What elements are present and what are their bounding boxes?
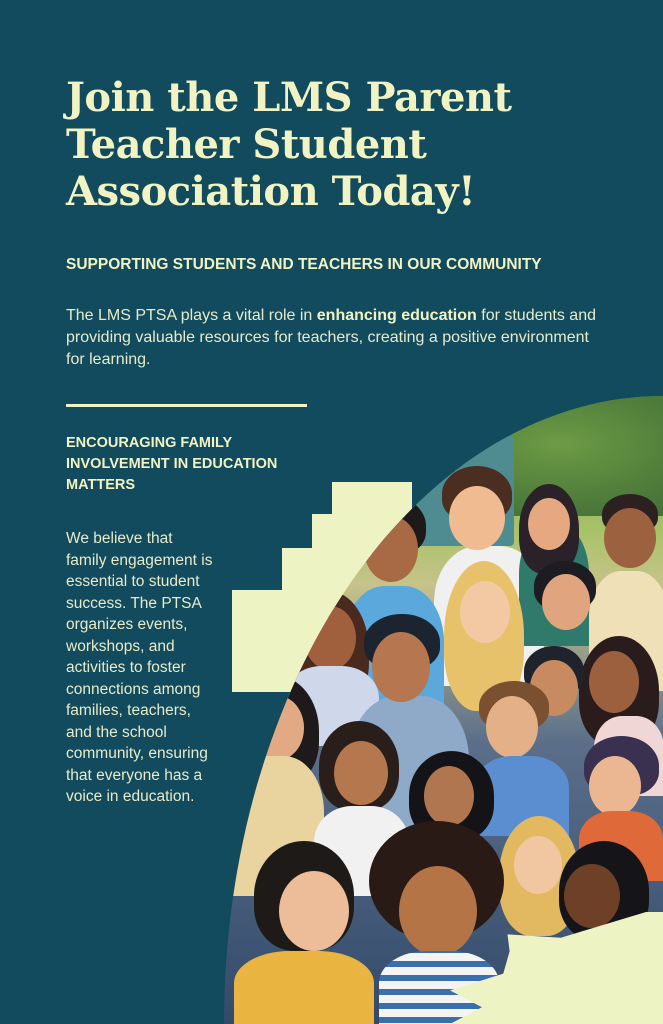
bunting-flag-icon [530,396,546,418]
divider-line [66,404,307,407]
student-figure [279,871,349,951]
intro-text-after: for students and providing valuable resources for teachers, creating a positive environment for learning. [66,307,596,368]
student-figure [234,951,374,1024]
section-body: We believe that family engagement is essential to student success. The PTSA organizes events, workshops, and activities to foster connections among families, teachers, and the school community, ensuring that everyone has a voice in education. [66,530,213,805]
student-figure [460,581,510,643]
student-figure [364,516,418,582]
student-figure [528,498,570,550]
subheading: SUPPORTING STUDENTS AND TEACHERS IN OUR COMMUNITY [66,256,542,273]
student-figure [486,696,538,758]
student-figure [589,651,639,713]
bunting-flag-icon [502,398,518,420]
student-figure [252,696,304,760]
student-figure [604,508,656,568]
student-figure [424,766,474,826]
student-figure [372,632,430,702]
bunting-flag-icon [446,406,462,428]
intro-paragraph [66,305,606,371]
student-figure [542,574,590,630]
bunting-flag-icon [474,402,490,424]
intro-text-before: The LMS PTSA plays a vital role in [66,307,317,324]
intro-emphasis: enhancing education [316,307,477,324]
bunting-flag-icon [420,410,436,432]
student-figure [304,606,356,670]
student-figure [334,741,388,805]
student-figure [589,756,641,816]
student-figure [399,866,477,956]
student-figure [564,864,620,928]
section-title: ENCOURAGING FAMILY INVOLVEMENT IN EDUCATION MATTERS [66,435,278,493]
student-figure [449,486,505,550]
bunting-flag-icon [394,414,410,436]
page-headline: Join the LMS Parent Teacher Student Association Today! [66,74,512,215]
student-figure [514,836,562,894]
